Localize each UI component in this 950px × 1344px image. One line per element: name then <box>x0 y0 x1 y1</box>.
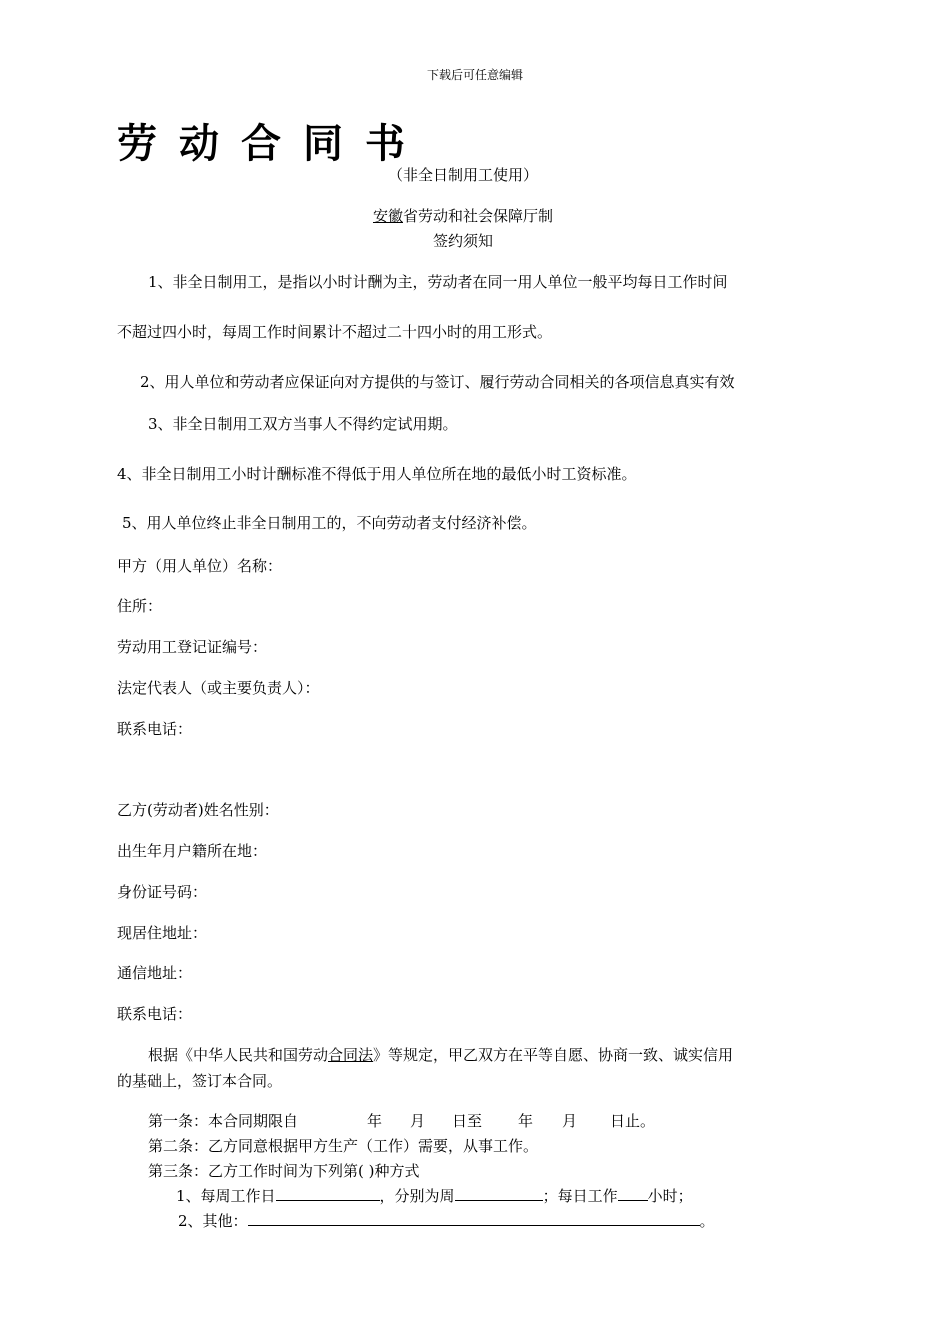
workdays-blank[interactable] <box>276 1185 380 1201</box>
party-a-registration-field: 劳动用工登记证编号： <box>117 638 268 656</box>
contract-law-link: 合同法 <box>328 1046 374 1064</box>
article-1-day-to: 日至 <box>452 1112 483 1130</box>
notice-5: 5、用人单位终止非全日制用工的，不向劳动者支付经济补偿。 <box>122 514 537 532</box>
notice-heading: 签约须知 <box>432 232 493 250</box>
party-b-current-address-field: 现居住地址： <box>117 924 208 942</box>
party-a-representative-field: 法定代表人（或主要负责人）： <box>117 679 320 697</box>
weekdays-blank[interactable] <box>455 1185 543 1201</box>
article-2: 第二条：乙方同意根据甲方生产（工作）需要，从事工作。 <box>148 1137 539 1155</box>
notice-2: 2、用人单位和劳动者应保证向对方提供的与签订、履行劳动合同相关的各项信息真实有效 <box>140 373 735 391</box>
article-1-day-end: 日止。 <box>610 1112 656 1130</box>
article-3-option-2: 2、其他： 。 <box>178 1212 715 1230</box>
article-1-year1: 年 <box>367 1112 383 1130</box>
header-note: 下载后可任意编辑 <box>426 68 523 82</box>
notice-3: 3、非全日制用工双方当事人不得约定试用期。 <box>148 415 458 433</box>
document-title: 劳动合同书 <box>117 120 427 167</box>
other-arrangement-blank[interactable] <box>248 1210 700 1226</box>
party-a-name-field: 甲方（用人单位）名称： <box>117 557 283 575</box>
preamble-line-1: 根据《中华人民共和国劳动合同法》等规定，甲乙双方在平等自愿、协商一致、诚实信用 <box>148 1046 734 1064</box>
article-1-year2: 年 <box>518 1112 534 1130</box>
issuer-line <box>0 205 926 226</box>
article-1-month1: 月 <box>410 1112 426 1130</box>
article-3-option-1: 1、每周工作日 ，分别为周 ；每日工作 小时； <box>176 1187 693 1205</box>
article-1-label: 第一条：本合同期限自 <box>148 1112 299 1130</box>
notice-4: 4、非全日制用工小时计酬标准不得低于用人单位所在地的最低小时工资标准。 <box>117 465 637 483</box>
party-a-address-field: 住所： <box>117 597 163 615</box>
issuer-province: 安徽 <box>372 207 403 225</box>
party-a-phone-field: 联系电话： <box>117 720 193 738</box>
document-subtitle: （非全日制用工使用） <box>387 166 538 184</box>
party-b-phone-field: 联系电话： <box>117 1005 193 1023</box>
article-1-month2: 月 <box>562 1112 578 1130</box>
party-b-name-gender-field: 乙方(劳动者)姓名性别： <box>117 801 279 819</box>
party-b-id-number-field: 身份证号码： <box>117 883 208 901</box>
notice-1-cont: 不超过四小时，每周工作时间累计不超过二十四小时的用工形式。 <box>117 323 553 341</box>
daily-hours-blank[interactable] <box>618 1185 648 1201</box>
article-3: 第三条：乙方工作时间为下列第( )种方式 <box>148 1162 420 1180</box>
preamble-line-2: 的基础上，签订本合同。 <box>117 1072 283 1090</box>
issuer-rest: 省劳动和社会保障厅制 <box>403 207 554 225</box>
notice-1: 1、非全日制用工，是指以小时计酬为主，劳动者在同一用人单位一般平均每日工作时间 <box>148 273 728 291</box>
party-b-birth-residence-field: 出生年月户籍所在地： <box>117 842 268 860</box>
party-b-mailing-address-field: 通信地址： <box>117 964 193 982</box>
